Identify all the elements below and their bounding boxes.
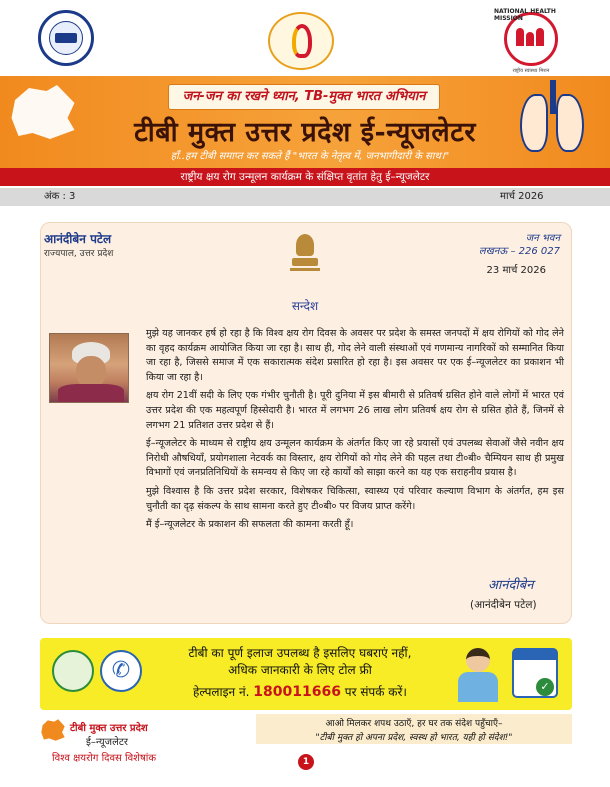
- subtitle-bar: राष्ट्रीय क्षय रोग उन्मूलन कार्यक्रम के संक्षिप्त वृतांत हेतु ई–न्यूजलेटर: [0, 168, 610, 186]
- message-paragraph: ई–न्यूजलेटर के माध्यम से राष्ट्रीय क्षय उन्मूलन कार्यक्रम के अंतर्गत किए जा रहे प्रयासों एवं उपलब्ध सेवाओं जैसे नवीन क्षय निरोधी औषधियाँ, प्रयोगशाला नेटवर्क का विस्तार, क्षय रोगियों को गोद लेने की पहल तथा टी०बी० चैम्पियन साथ ही प्रमुख विभागों एवं जनप्रतिनिधियों के समन्वय से किए जा रहे कार्यों को साझा करने का यह एक सराहनीय प्रयास है।: [146, 438, 564, 479]
- sender-role: राज्यपाल, उत्तर प्रदेश: [44, 249, 114, 259]
- special-issue-label: विश्व क्षयरोग दिवस विशेषांक: [52, 753, 156, 764]
- nhm-logo-icon: [494, 8, 568, 76]
- tb-free-logo-icon: [52, 650, 94, 692]
- helpline-line-3: [150, 683, 450, 700]
- message-heading: सन्देश: [291, 299, 319, 313]
- up-govt-logo-icon: [38, 10, 94, 66]
- message-paragraph: मुझे यह जानकर हर्ष हो रहा है कि विश्व क्षय रोग दिवस के अवसर पर प्रदेश के समस्त जनपदों में क्षय रोगियों को गोद लेने का वृहद कार्यक्रम आयोजित किया जा रहा है। साथ ही, गोद लेने वाली संस्थाओं एवं गणमान्य नागरिकों को सम्मानित किया जा रहा है, जिससे समाज में एक सकारात्मक संदेश प्रसारित हो रहा है। इस अवसर पर एक ई–न्यूजलेटर का प्रकाशन भी किया जा रहा है।: [146, 328, 564, 383]
- pledge-line-1: आओ मिलकर शपथ उठाएँ, हर घर तक संदेश पहुँचाएँ–: [325, 719, 503, 729]
- helpline-number[interactable]: 180011666: [253, 684, 341, 700]
- nhm-caption: राष्ट्रीय स्वास्थ्य मिशन: [512, 68, 550, 74]
- doctor-icon: [452, 646, 504, 704]
- address-line-2: लखनऊ – 226 027: [478, 246, 560, 257]
- footer-brand: टीबी मुक्त उत्तर प्रदेश: [70, 723, 148, 734]
- calendar-check-icon: ✓: [512, 648, 558, 698]
- message-paragraph: मुझे विश्वास है कि उत्तर प्रदेश सरकार, विशेषकर चिकित्सा, स्वास्थ्य एवं परिवार कल्याण विभाग के अंतर्गत, हम इस चुनौती का दृढ़ संकल्प के साथ सामना करते हुए टी०बी० पर विजय प्राप्त करेंगे।: [146, 485, 564, 512]
- footer-brand-sub: ई–न्यूजलेटर: [86, 737, 128, 748]
- newsletter-title: टीबी मुक्त उत्तर प्रदेश ई-न्यूजलेटर: [134, 117, 476, 148]
- page-number: 1: [298, 754, 314, 770]
- signatory-name: (आनंदीबेन पटेल): [470, 599, 537, 611]
- governor-photo: [49, 333, 129, 403]
- issue-number: अंक : 3: [44, 191, 76, 202]
- helpline-prefix: हेल्पलाइन नं.: [193, 685, 254, 699]
- footer-map-icon: [40, 718, 66, 742]
- campaign-tagline: जन-जन का रखने ध्यान, TB-मुक्त भारत अभियान: [168, 84, 440, 110]
- message-body: [146, 327, 564, 537]
- lungs-icon: [518, 80, 588, 160]
- message-paragraph: मैं ई–न्यूजलेटर के प्रकाशन की सफलता की कामना करती हूँ।: [146, 519, 354, 531]
- nhm-label: NATIONAL HEALTH MISSION: [494, 8, 556, 22]
- letter-date: 23 मार्च 2026: [486, 265, 546, 276]
- pledge-line-2: "टीबी मुक्त हो अपना प्रदेश, स्वस्थ हो भारत, यही हो संदेश!": [315, 733, 513, 743]
- message-paragraph: क्षय रोग 21वीं सदी के लिए एक गंभीर चुनौती है। पूरी दुनिया में इस बीमारी से प्रतिवर्ष ग्रसित होने वाले लोगों में भारत एवं उत्तर प्रदेश की एक महत्वपूर्ण हिस्सेदारी है। भारत में लगभग 26 लाख लोग प्रतिवर्ष क्षय रोग से ग्रसित होते हैं, जिनमें से लगभग 21 प्रतिशत उत्तर प्रदेश से हैं।: [146, 390, 564, 431]
- helpline-line-2: अधिक जानकारी के लिए टोल फ्री: [228, 663, 372, 677]
- helpline-line-1: टीबी का पूर्ण इलाज उपलब्ध है इसलिए घबराएं नहीं,: [188, 646, 412, 660]
- issue-month: मार्च 2026: [500, 191, 544, 202]
- helpline-suffix: पर संपर्क करें।: [340, 685, 407, 699]
- sender-name: आनंदीबेन पटेल: [44, 232, 112, 246]
- address-line-1: जन भवन: [525, 233, 560, 244]
- phone-icon: ✆: [100, 650, 142, 692]
- ntep-logo-icon: [268, 12, 334, 70]
- signature: आनंदीबेन: [488, 578, 534, 593]
- newsletter-slogan: हाँ..हम टीबी समाप्त कर सकते हैं "भारत के नेतृत्व में, जनभागीदारी के साथ।": [170, 151, 450, 162]
- national-emblem-icon: [290, 232, 320, 274]
